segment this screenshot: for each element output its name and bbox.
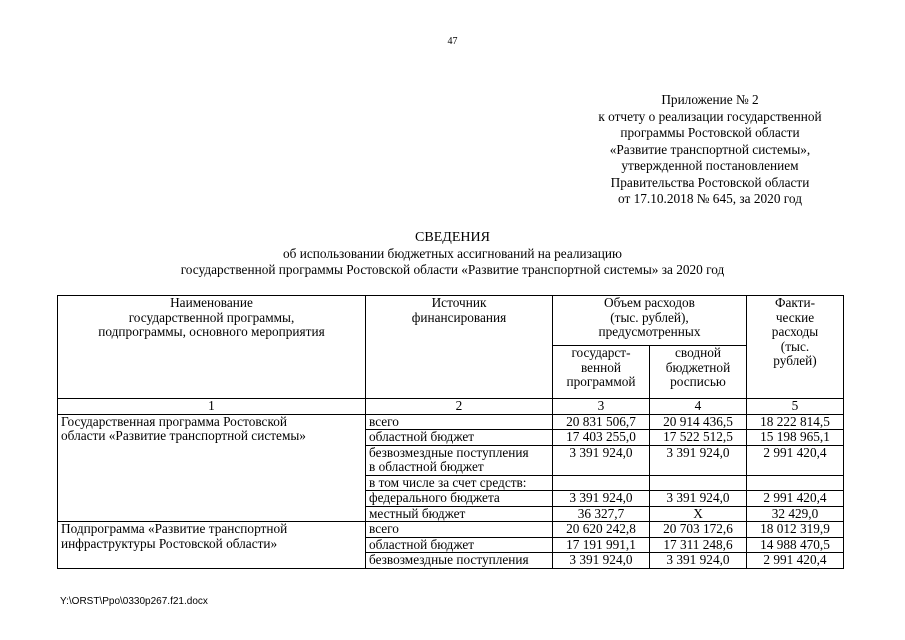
- appendix-line: программы Ростовской области: [620, 125, 800, 140]
- header-name: Наименование государственной программы, подпрограммы, основного мероприятия: [58, 296, 366, 399]
- value-cell: 17 403 255,0: [553, 430, 650, 446]
- value-cell: 3 391 924,0: [650, 553, 747, 569]
- program-name-cell: Государственная программа Ростовской области «Развитие транспортной системы»: [58, 414, 366, 522]
- source-cell: областной бюджет: [366, 537, 553, 553]
- value-cell: 3 391 924,0: [553, 553, 650, 569]
- appendix-line: от 17.10.2018 № 645, за 2020 год: [618, 191, 802, 206]
- value-cell: 3 391 924,0: [650, 491, 747, 507]
- value-cell: 18 012 319,9: [747, 522, 844, 538]
- subprogram-name-cell: Подпрограмма «Развитие транспортной инфраструктуры Ростовской области»: [58, 522, 366, 569]
- value-cell: [747, 475, 844, 491]
- value-cell: 15 198 965,1: [747, 430, 844, 446]
- value-cell: 2 991 420,4: [747, 445, 844, 475]
- source-cell: безвозмездные поступления: [366, 553, 553, 569]
- table-row: [58, 414, 844, 430]
- value-cell: 17 191 991,1: [553, 537, 650, 553]
- value-cell: 36 327,7: [553, 506, 650, 522]
- header-gos: государст- венной программой: [553, 346, 650, 399]
- heading-title: СВЕДЕНИЯ: [415, 230, 490, 245]
- appendix-line: Правительства Ростовской области: [610, 174, 810, 190]
- value-cell: 18 222 814,5: [747, 414, 844, 430]
- source-cell: в том числе за счет средств:: [366, 475, 553, 491]
- value-cell: 20 914 436,5: [650, 414, 747, 430]
- heading-line: государственной программы Ростовской области «Развитие транспортной системы» за 2020 год: [180, 262, 725, 277]
- header-fact: Факти- ческие расходы (тыс. рублей): [747, 296, 844, 399]
- source-cell: всего: [366, 414, 553, 430]
- table-row: [58, 522, 844, 538]
- col-number: 3: [553, 399, 650, 415]
- appendix-line: «Развитие транспортной системы»,: [609, 141, 811, 157]
- header-volume: Объем расходов (тыс. рублей), предусмотренных: [553, 296, 747, 346]
- col-number: 5: [747, 399, 844, 415]
- value-cell: 3 391 924,0: [553, 491, 650, 507]
- source-cell: всего: [366, 522, 553, 538]
- page-number: 47: [447, 36, 458, 47]
- appendix-line: Приложение № 2: [661, 92, 759, 107]
- value-cell: 17 311 248,6: [650, 537, 747, 553]
- appendix-line: утвержденной постановлением: [621, 158, 799, 173]
- source-cell: областной бюджет: [366, 430, 553, 446]
- value-cell: 3 391 924,0: [650, 445, 747, 475]
- document-heading: [0, 230, 905, 278]
- source-cell: местный бюджет: [366, 506, 553, 522]
- value-cell: 20 831 506,7: [553, 414, 650, 430]
- value-cell: 2 991 420,4: [747, 491, 844, 507]
- column-numbers-row: [58, 399, 844, 415]
- header-svod: сводной бюджетной росписью: [650, 346, 747, 399]
- value-cell: 32 429,0: [747, 506, 844, 522]
- value-cell: 20 620 242,8: [553, 522, 650, 538]
- source-cell: федерального бюджета: [366, 491, 553, 507]
- value-cell: 20 703 172,6: [650, 522, 747, 538]
- value-cell: 2 991 420,4: [747, 553, 844, 569]
- value-cell: 3 391 924,0: [553, 445, 650, 475]
- value-cell: Х: [650, 506, 747, 522]
- budget-table: [57, 295, 844, 569]
- value-cell: [650, 475, 747, 491]
- value-cell: 17 522 512,5: [650, 430, 747, 446]
- col-number: 1: [58, 399, 366, 415]
- col-number: 4: [650, 399, 747, 415]
- col-number: 2: [366, 399, 553, 415]
- source-cell: безвозмездные поступления в областной бюджет: [366, 445, 553, 475]
- header-source: Источник финансирования: [366, 296, 553, 399]
- appendix-line: к отчету о реализации государственной: [598, 108, 822, 124]
- footer-file-path: Y:\ORST\Ppo\0330p267.f21.docx: [60, 596, 208, 607]
- appendix-block: [560, 92, 860, 208]
- value-cell: 14 988 470,5: [747, 537, 844, 553]
- value-cell: [553, 475, 650, 491]
- heading-line: об использовании бюджетных ассигнований на реализацию: [283, 246, 622, 261]
